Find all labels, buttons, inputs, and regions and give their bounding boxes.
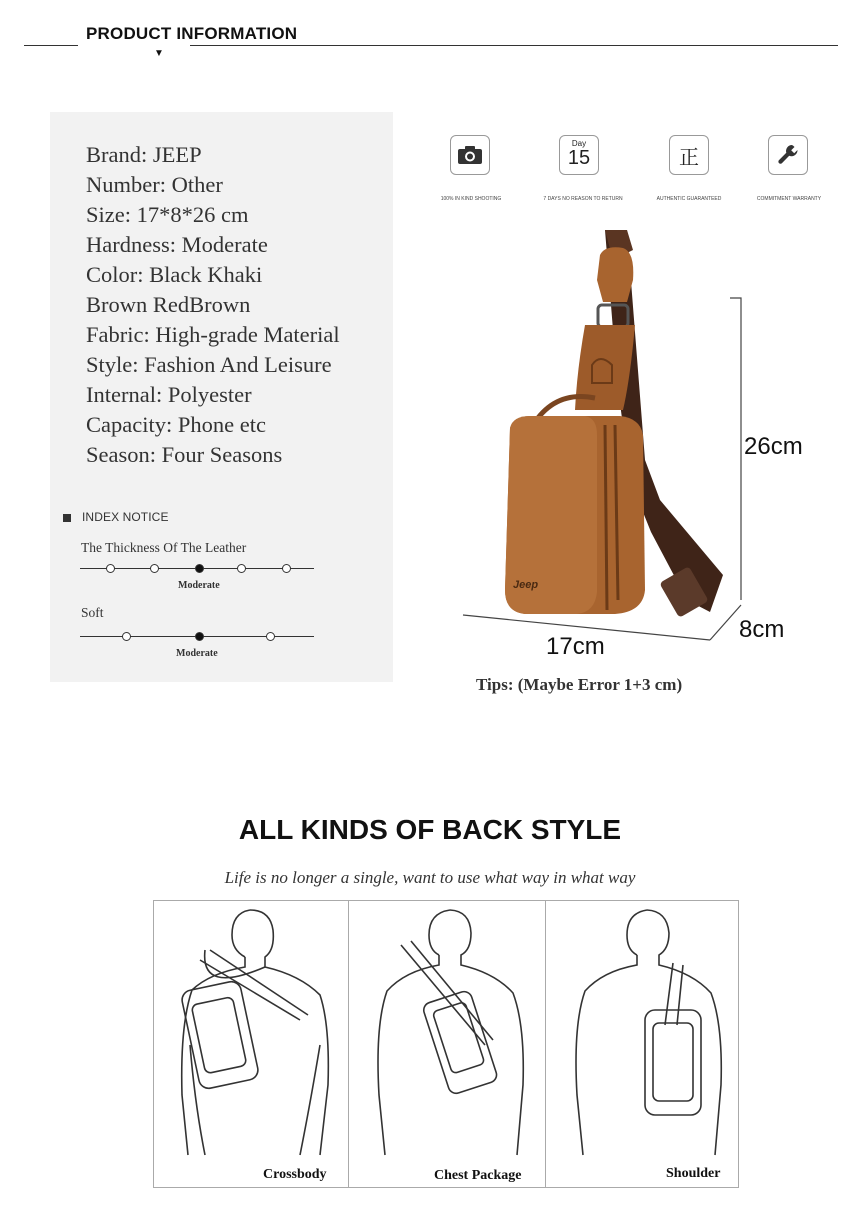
- page-title: PRODUCT INFORMATION: [86, 24, 298, 43]
- feature-caption: COMMITMENT WARRANTY: [756, 196, 822, 202]
- index-notice-label: INDEX NOTICE: [82, 510, 169, 524]
- header-rule-right: [190, 45, 838, 46]
- calendar-15-icon: [559, 135, 599, 175]
- header-rule-left: [24, 45, 78, 46]
- thickness-scale-marker: Moderate: [178, 580, 220, 591]
- camera-icon: [450, 135, 490, 175]
- spec-item: Brand: JEEP: [86, 142, 202, 167]
- spec-item: Color: Black Khaki: [86, 262, 263, 287]
- spec-list: [86, 140, 340, 470]
- scale-dot: [266, 632, 275, 641]
- strap-tab: [597, 247, 633, 302]
- scale-dot-selected: [195, 564, 204, 573]
- bag-logo: Jeep: [513, 579, 539, 591]
- scale-dot-selected: [195, 632, 204, 641]
- spec-item: Brown RedBrown: [86, 292, 251, 317]
- scale-dot: [122, 632, 131, 641]
- calendar-day-label: Day: [571, 139, 587, 148]
- section-title: ALL KINDS OF BACK STYLE: [238, 814, 622, 845]
- authentic-glyph: 正: [679, 144, 699, 169]
- square-bullet-icon: [63, 514, 71, 522]
- scale-dot: [237, 564, 246, 573]
- wrench-icon: [768, 135, 808, 175]
- product-photo: [455, 220, 755, 650]
- height-dimension-line: [730, 298, 741, 600]
- calendar-day-number: 15: [567, 147, 591, 169]
- down-triangle-icon: ▼: [154, 48, 164, 59]
- style-caption-chest-package: Chest Package: [434, 1168, 522, 1183]
- feature-caption: 7 DAYS NO REASON TO RETURN: [543, 196, 623, 202]
- section-subtitle: Life is no longer a single, want to use what way in what way: [224, 868, 636, 887]
- shoulder-figure: [565, 905, 735, 1165]
- authentic-seal-icon: [669, 135, 709, 175]
- width-label: 17cm: [546, 633, 605, 660]
- spec-item: Style: Fashion And Leisure: [86, 352, 332, 377]
- panel-divider: [545, 900, 546, 1188]
- spec-item: Number: Other: [86, 172, 223, 197]
- thickness-scale-title: The Thickness Of The Leather: [81, 540, 247, 555]
- feature-caption: AUTHENTIC GUARANTEED: [656, 196, 722, 202]
- softness-scale-marker: Moderate: [176, 648, 218, 659]
- scale-dot: [106, 564, 115, 573]
- height-label: 26cm: [744, 433, 803, 460]
- scale-dot: [150, 564, 159, 573]
- spec-item: Hardness: Moderate: [86, 232, 268, 257]
- depth-label: 8cm: [739, 616, 785, 643]
- crossbody-figure: [170, 905, 340, 1165]
- spec-item: Capacity: Phone etc: [86, 412, 266, 437]
- tips-note: Tips: (Maybe Error 1+3 cm): [476, 675, 683, 694]
- spec-item: Fabric: High-grade Material: [86, 322, 340, 347]
- spec-item: Season: Four Seasons: [86, 442, 283, 467]
- spec-item: Size: 17*8*26 cm: [86, 202, 249, 227]
- chest-package-figure: [365, 905, 535, 1165]
- style-caption-shoulder: Shoulder: [666, 1166, 721, 1181]
- depth-dimension-line: [710, 605, 741, 640]
- feature-caption: 100% IN KIND SHOOTING: [440, 196, 502, 202]
- style-caption-crossbody: Crossbody: [263, 1167, 327, 1182]
- panel-divider: [348, 900, 349, 1188]
- spec-item: Internal: Polyester: [86, 382, 252, 407]
- softness-scale-title: Soft: [81, 605, 104, 620]
- scale-dot: [282, 564, 291, 573]
